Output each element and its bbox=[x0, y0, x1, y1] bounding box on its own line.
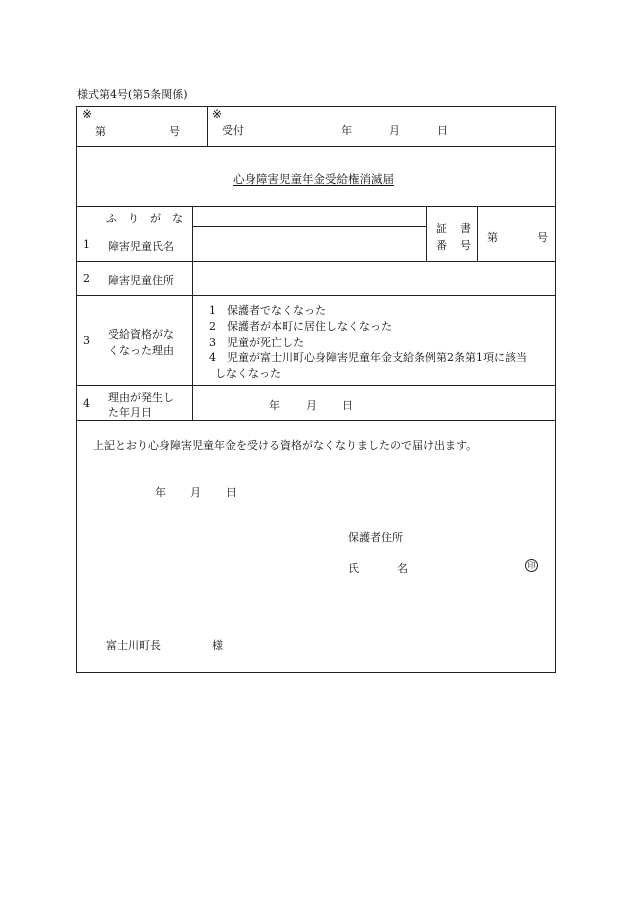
line-title-bottom bbox=[76, 206, 556, 207]
submit-month: 月 bbox=[190, 486, 201, 499]
row4-day: 日 bbox=[342, 399, 353, 412]
row4-year: 年 bbox=[269, 399, 280, 412]
submit-day: 日 bbox=[226, 486, 237, 499]
note-mark-1: ※ bbox=[82, 107, 93, 121]
row4-month: 月 bbox=[306, 399, 317, 412]
row2-number: 2 bbox=[83, 272, 90, 285]
line-furigana-bottom bbox=[192, 226, 426, 227]
reason-4: 4 児童が富士川町心身障害児童年金支給条例第2条第1項に該当 bbox=[209, 351, 527, 364]
row3-label-line1: 受給資格がな bbox=[108, 328, 174, 341]
statement: 上記とおり心身障害児童年金を受ける資格がなくなりましたので届け出ます。 bbox=[93, 439, 478, 452]
furigana-char-1: ふ bbox=[106, 212, 117, 225]
seal-mark: 印 bbox=[525, 559, 538, 572]
row3-label-line2: くなった理由 bbox=[108, 344, 174, 357]
cert-label-sho: 証 bbox=[436, 222, 447, 235]
addressee-sama: 様 bbox=[212, 639, 223, 652]
header-month: 月 bbox=[389, 124, 400, 137]
line-row3-bottom bbox=[76, 385, 556, 386]
line-row1-bottom bbox=[76, 261, 556, 262]
cert-label-go: 号 bbox=[460, 239, 471, 252]
row4-number: 4 bbox=[83, 397, 90, 410]
line-header-bottom bbox=[76, 146, 556, 147]
cert-dai: 第 bbox=[487, 231, 498, 244]
header-go: 号 bbox=[169, 125, 180, 138]
header-day: 日 bbox=[437, 124, 448, 137]
furigana-char-2: り bbox=[128, 212, 139, 225]
cert-go: 号 bbox=[537, 231, 548, 244]
row1-label: 障害児童氏名 bbox=[108, 240, 174, 253]
line-certificate-right bbox=[477, 206, 478, 261]
cert-label-gaki: 書 bbox=[460, 222, 471, 235]
line-row4-bottom bbox=[76, 420, 556, 421]
name-label-mei: 名 bbox=[397, 562, 408, 575]
addressee: 富士川町長 bbox=[106, 639, 161, 652]
line-certificate-left bbox=[426, 206, 427, 261]
reason-3: 3 児童が死亡した bbox=[209, 336, 304, 349]
row2-label: 障害児童住所 bbox=[108, 274, 174, 287]
line-row2-bottom bbox=[76, 295, 556, 296]
row3-number: 3 bbox=[83, 334, 90, 347]
reason-1: 1 保護者でなくなった bbox=[209, 304, 326, 317]
guardian-address-label: 保護者住所 bbox=[348, 531, 403, 544]
line-header-divider bbox=[207, 106, 208, 146]
header-uketsuke: 受付 bbox=[222, 124, 244, 137]
furigana-char-4: な bbox=[172, 212, 183, 225]
header-dai: 第 bbox=[95, 125, 106, 138]
row1-number: 1 bbox=[83, 238, 90, 251]
reason-4-cont: しなくなった bbox=[215, 367, 281, 380]
furigana-char-3: が bbox=[150, 212, 161, 225]
line-label-column bbox=[192, 206, 193, 420]
note-mark-2: ※ bbox=[212, 107, 223, 121]
form-number: 様式第4号(第5条関係) bbox=[77, 88, 188, 101]
name-label-shi: 氏 bbox=[348, 562, 359, 575]
cert-label-ban: 番 bbox=[436, 239, 447, 252]
header-year: 年 bbox=[341, 124, 352, 137]
row4-label-line1: 理由が発生し bbox=[108, 391, 174, 404]
reason-2: 2 保護者が本町に居住しなくなった bbox=[209, 320, 392, 333]
document-title: 心身障害児童年金受給権消滅届 bbox=[233, 172, 394, 186]
row4-label-line2: た年月日 bbox=[108, 406, 152, 419]
submit-year: 年 bbox=[155, 486, 166, 499]
